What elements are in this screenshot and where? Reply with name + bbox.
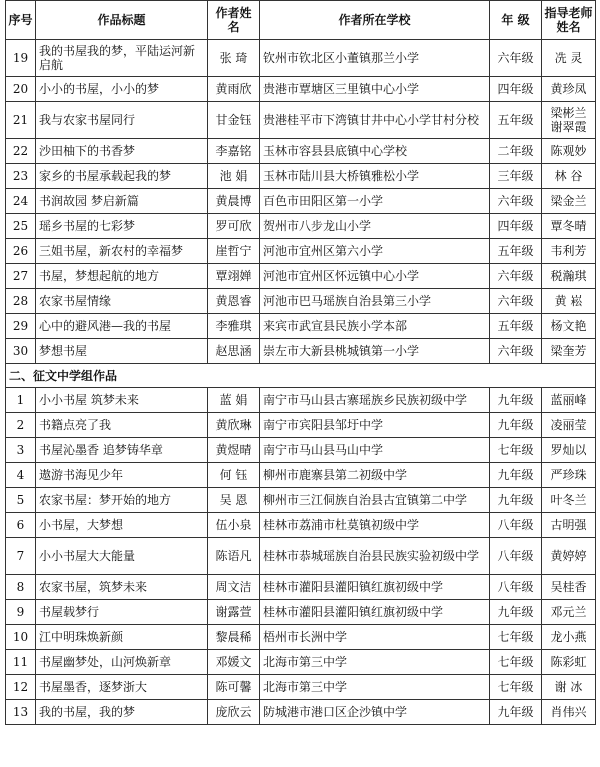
row-grade: 九年级 xyxy=(490,488,542,513)
row-author: 何 钰 xyxy=(208,463,260,488)
table-row xyxy=(6,214,596,239)
row-teacher: 凌丽莹 xyxy=(542,413,596,438)
row-school: 南宁市宾阳县邹圩中学 xyxy=(260,413,490,438)
row-school: 贺州市八步龙山小学 xyxy=(260,214,490,239)
row-grade: 七年级 xyxy=(490,438,542,463)
row-school: 桂林市灌阳县灌阳镇红旗初级中学 xyxy=(260,600,490,625)
row-school: 北海市第三中学 xyxy=(260,650,490,675)
header-grade: 年 级 xyxy=(490,1,542,40)
table-row xyxy=(6,438,596,463)
header-row xyxy=(6,1,596,40)
row-author: 黄晨博 xyxy=(208,189,260,214)
row-title: 小小书屋大大能量 xyxy=(36,538,208,575)
row-school: 梧州市长洲中学 xyxy=(260,625,490,650)
row-no: 13 xyxy=(6,700,36,725)
row-grade: 九年级 xyxy=(490,388,542,413)
row-school: 崇左市大新县桃城镇第一小学 xyxy=(260,339,490,364)
row-school: 桂林市灌阳县灌阳镇红旗初级中学 xyxy=(260,575,490,600)
row-school: 玉林市陆川县大桥镇雅松小学 xyxy=(260,164,490,189)
row-no: 23 xyxy=(6,164,36,189)
row-title: 梦想书屋 xyxy=(36,339,208,364)
table-row xyxy=(6,77,596,102)
row-school: 来宾市武宣县民族小学本部 xyxy=(260,314,490,339)
header-author: 作者姓名 xyxy=(208,1,260,40)
table-row xyxy=(6,189,596,214)
row-school: 北海市第三中学 xyxy=(260,675,490,700)
row-no: 27 xyxy=(6,264,36,289)
row-teacher: 冼 灵 xyxy=(542,40,596,77)
row-grade: 八年级 xyxy=(490,513,542,538)
row-teacher: 邓元兰 xyxy=(542,600,596,625)
row-grade: 六年级 xyxy=(490,264,542,289)
row-title: 江中明珠焕新颜 xyxy=(36,625,208,650)
row-school: 防城港市港口区企沙镇中学 xyxy=(260,700,490,725)
section-2 xyxy=(6,364,596,388)
table-row xyxy=(6,289,596,314)
row-grade: 五年级 xyxy=(490,314,542,339)
row-author: 邓媛文 xyxy=(208,650,260,675)
row-author: 吴 恩 xyxy=(208,488,260,513)
row-author: 伍小泉 xyxy=(208,513,260,538)
row-grade: 四年级 xyxy=(490,77,542,102)
row-teacher: 税瀚琪 xyxy=(542,264,596,289)
row-title: 农家书屋情缘 xyxy=(36,289,208,314)
row-title: 我的书屋我的梦，平陆运河新启航 xyxy=(36,40,208,77)
row-school: 贵港市覃塘区三里镇中心小学 xyxy=(260,77,490,102)
header-title: 作品标题 xyxy=(36,1,208,40)
row-teacher: 古明强 xyxy=(542,513,596,538)
row-title: 书籍点亮了我 xyxy=(36,413,208,438)
row-grade: 六年级 xyxy=(490,40,542,77)
row-author: 池 娟 xyxy=(208,164,260,189)
table-row xyxy=(6,314,596,339)
row-title: 书屋沁墨香 追梦铸华章 xyxy=(36,438,208,463)
row-teacher: 韦利芳 xyxy=(542,239,596,264)
row-no: 6 xyxy=(6,513,36,538)
row-title: 书屋幽梦处，山河焕新章 xyxy=(36,650,208,675)
row-title: 家乡的书屋承载起我的梦 xyxy=(36,164,208,189)
section-heading: 二、征文中学组作品 xyxy=(6,364,596,388)
row-author: 黄雨欣 xyxy=(208,77,260,102)
row-no: 12 xyxy=(6,675,36,700)
row-teacher: 吴桂香 xyxy=(542,575,596,600)
header-no: 序号 xyxy=(6,1,36,40)
table-row xyxy=(6,102,596,139)
row-no: 24 xyxy=(6,189,36,214)
row-teacher: 黄 崧 xyxy=(542,289,596,314)
row-no: 1 xyxy=(6,388,36,413)
row-school: 河池市宜州区怀远镇中心小学 xyxy=(260,264,490,289)
table-row xyxy=(6,388,596,413)
row-author: 黄恩睿 xyxy=(208,289,260,314)
row-title: 农家书屋：梦开始的地方 xyxy=(36,488,208,513)
row-no: 11 xyxy=(6,650,36,675)
table-row xyxy=(6,625,596,650)
row-no: 20 xyxy=(6,77,36,102)
row-grade: 九年级 xyxy=(490,700,542,725)
row-no: 10 xyxy=(6,625,36,650)
table-row xyxy=(6,339,596,364)
row-author: 赵思涵 xyxy=(208,339,260,364)
header-teacher: 指导老师姓名 xyxy=(542,1,596,40)
row-title: 书屋墨香，逐梦浙大 xyxy=(36,675,208,700)
row-teacher: 肖伟兴 xyxy=(542,700,596,725)
row-school: 南宁市马山县马山中学 xyxy=(260,438,490,463)
row-school: 柳州市鹿寨县第二初级中学 xyxy=(260,463,490,488)
row-title: 我的书屋，我的梦 xyxy=(36,700,208,725)
row-school: 南宁市马山县古寨瑶族乡民族初级中学 xyxy=(260,388,490,413)
row-school: 玉林市容县县底镇中心学校 xyxy=(260,139,490,164)
row-author: 甘金钰 xyxy=(208,102,260,139)
row-grade: 五年级 xyxy=(490,102,542,139)
row-teacher: 梁奎芳 xyxy=(542,339,596,364)
row-author: 李雅琪 xyxy=(208,314,260,339)
row-teacher: 谢 冰 xyxy=(542,675,596,700)
row-author: 黄欣琳 xyxy=(208,413,260,438)
header-school: 作者所在学校 xyxy=(260,1,490,40)
table-row xyxy=(6,264,596,289)
row-title: 书润故园 梦启新篇 xyxy=(36,189,208,214)
row-teacher: 罗灿以 xyxy=(542,438,596,463)
row-school: 柳州市三江侗族自治县古宜镇第二中学 xyxy=(260,488,490,513)
row-grade: 六年级 xyxy=(490,189,542,214)
row-no: 28 xyxy=(6,289,36,314)
row-author: 罗可欣 xyxy=(208,214,260,239)
row-teacher: 陈彩虹 xyxy=(542,650,596,675)
row-author: 李嘉铭 xyxy=(208,139,260,164)
row-grade: 六年级 xyxy=(490,339,542,364)
row-no: 4 xyxy=(6,463,36,488)
row-teacher: 黄珍凤 xyxy=(542,77,596,102)
row-no: 30 xyxy=(6,339,36,364)
row-grade: 七年级 xyxy=(490,625,542,650)
row-author: 陈语凡 xyxy=(208,538,260,575)
row-teacher: 覃冬晴 xyxy=(542,214,596,239)
row-author: 崖哲宁 xyxy=(208,239,260,264)
row-teacher: 梁彬兰 谢翠霞 xyxy=(542,102,596,139)
row-grade: 九年级 xyxy=(490,600,542,625)
row-no: 26 xyxy=(6,239,36,264)
row-author: 谢露萱 xyxy=(208,600,260,625)
row-grade: 七年级 xyxy=(490,650,542,675)
row-title: 遨游书海见少年 xyxy=(36,463,208,488)
row-grade: 六年级 xyxy=(490,289,542,314)
middle-school-group-rows xyxy=(6,388,596,725)
table-row xyxy=(6,164,596,189)
table-row xyxy=(6,488,596,513)
row-teacher: 林 谷 xyxy=(542,164,596,189)
table-row xyxy=(6,239,596,264)
table-row xyxy=(6,538,596,575)
row-grade: 八年级 xyxy=(490,575,542,600)
row-school: 贵港桂平市下湾镇甘井中心小学甘村分校 xyxy=(260,102,490,139)
row-title: 书屋载梦行 xyxy=(36,600,208,625)
row-author: 陈可馨 xyxy=(208,675,260,700)
table-row xyxy=(6,513,596,538)
row-school: 钦州市钦北区小董镇那兰小学 xyxy=(260,40,490,77)
row-no: 5 xyxy=(6,488,36,513)
row-title: 小小的书屋，小小的梦 xyxy=(36,77,208,102)
row-title: 小小书屋 筑梦未来 xyxy=(36,388,208,413)
row-title: 小书屋，大梦想 xyxy=(36,513,208,538)
row-title: 书屋，梦想起航的地方 xyxy=(36,264,208,289)
table-row xyxy=(6,600,596,625)
row-grade: 八年级 xyxy=(490,538,542,575)
row-no: 2 xyxy=(6,413,36,438)
row-title: 农家书屋，筑梦未来 xyxy=(36,575,208,600)
award-table xyxy=(5,0,596,725)
row-grade: 七年级 xyxy=(490,675,542,700)
table-row xyxy=(6,650,596,675)
table-row xyxy=(6,700,596,725)
row-no: 25 xyxy=(6,214,36,239)
row-no: 7 xyxy=(6,538,36,575)
row-author: 黄煜晴 xyxy=(208,438,260,463)
row-author: 周文洁 xyxy=(208,575,260,600)
row-title: 三姐书屋，新农村的幸福梦 xyxy=(36,239,208,264)
row-author: 张 琦 xyxy=(208,40,260,77)
row-teacher: 杨文艳 xyxy=(542,314,596,339)
row-author: 覃翊婵 xyxy=(208,264,260,289)
row-no: 21 xyxy=(6,102,36,139)
row-no: 29 xyxy=(6,314,36,339)
row-grade: 二年级 xyxy=(490,139,542,164)
table-row xyxy=(6,675,596,700)
row-school: 桂林市恭城瑶族自治县民族实验初级中学 xyxy=(260,538,490,575)
row-no: 3 xyxy=(6,438,36,463)
row-teacher: 龙小燕 xyxy=(542,625,596,650)
row-title: 沙田柚下的书香梦 xyxy=(36,139,208,164)
row-school: 河池市巴马瑶族自治县第三小学 xyxy=(260,289,490,314)
row-grade: 三年级 xyxy=(490,164,542,189)
row-grade: 五年级 xyxy=(490,239,542,264)
row-teacher: 陈观妙 xyxy=(542,139,596,164)
table-row xyxy=(6,40,596,77)
row-no: 22 xyxy=(6,139,36,164)
row-grade: 四年级 xyxy=(490,214,542,239)
row-grade: 九年级 xyxy=(490,413,542,438)
table-row xyxy=(6,413,596,438)
row-author: 蓝 娟 xyxy=(208,388,260,413)
row-grade: 九年级 xyxy=(490,463,542,488)
row-title: 我与农家书屋同行 xyxy=(36,102,208,139)
row-school: 桂林市荔浦市杜莫镇初级中学 xyxy=(260,513,490,538)
section-heading-row xyxy=(6,364,596,388)
table-row xyxy=(6,575,596,600)
row-school: 百色市田阳区第一小学 xyxy=(260,189,490,214)
table-row xyxy=(6,463,596,488)
row-no: 19 xyxy=(6,40,36,77)
row-teacher: 黄婷婷 xyxy=(542,538,596,575)
row-title: 瑶乡书屋的七彩梦 xyxy=(36,214,208,239)
row-author: 黎晨稀 xyxy=(208,625,260,650)
row-school: 河池市宜州区第六小学 xyxy=(260,239,490,264)
primary-group-rows xyxy=(6,40,596,364)
table-row xyxy=(6,139,596,164)
row-teacher: 梁金兰 xyxy=(542,189,596,214)
row-teacher: 蓝丽峰 xyxy=(542,388,596,413)
row-teacher: 叶冬兰 xyxy=(542,488,596,513)
row-no: 8 xyxy=(6,575,36,600)
row-teacher: 严珍珠 xyxy=(542,463,596,488)
row-author: 庞欣云 xyxy=(208,700,260,725)
row-no: 9 xyxy=(6,600,36,625)
row-title: 心中的避风港—我的书屋 xyxy=(36,314,208,339)
